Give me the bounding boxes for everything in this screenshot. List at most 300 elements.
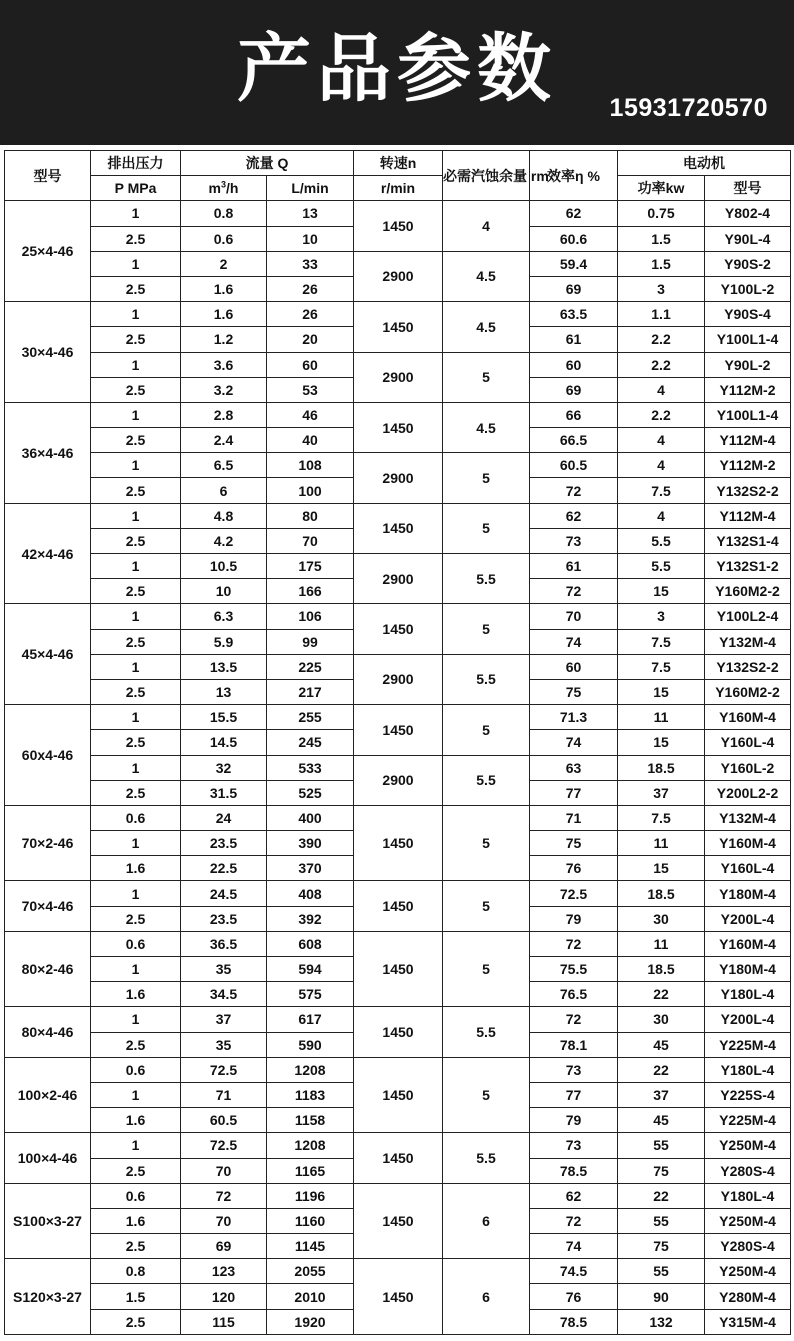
efficiency-cell: 76 [530, 856, 618, 881]
efficiency-cell: 78.1 [530, 1032, 618, 1057]
pressure-cell: 2.5 [91, 276, 181, 301]
motor-model-cell: Y132M-4 [705, 805, 791, 830]
motor-model-cell: Y100L1-4 [705, 327, 791, 352]
npsh-cell: 5 [443, 352, 530, 402]
flow-lmin-cell: 13 [267, 201, 354, 226]
flow-m3h-cell: 5.9 [181, 629, 267, 654]
flow-lmin-cell: 1196 [267, 1183, 354, 1208]
npsh-cell: 5.5 [443, 1007, 530, 1057]
pressure-cell: 1 [91, 352, 181, 377]
motor-power-cell: 15 [618, 579, 705, 604]
npsh-cell: 5.5 [443, 554, 530, 604]
flow-lmin-cell: 20 [267, 327, 354, 352]
motor-model-cell: Y225M-4 [705, 1032, 791, 1057]
efficiency-cell: 75 [530, 831, 618, 856]
flow-m3h-cell: 60.5 [181, 1108, 267, 1133]
flow-lmin-cell: 245 [267, 730, 354, 755]
pressure-cell: 2.5 [91, 629, 181, 654]
flow-m3h-cell: 13 [181, 679, 267, 704]
table-row [5, 654, 791, 679]
table-row [5, 1183, 791, 1208]
flow-m3h-cell: 31.5 [181, 780, 267, 805]
flow-lmin-cell: 1208 [267, 1133, 354, 1158]
motor-model-cell: Y180L-4 [705, 1057, 791, 1082]
table-row [5, 453, 791, 478]
motor-power-cell: 4 [618, 503, 705, 528]
motor-power-cell: 90 [618, 1284, 705, 1309]
motor-power-cell: 22 [618, 1057, 705, 1082]
flow-m3h-cell: 70 [181, 1158, 267, 1183]
motor-model-cell: Y112M-4 [705, 428, 791, 453]
pump-model-cell: 80×2-46 [5, 931, 91, 1007]
pressure-cell: 1 [91, 402, 181, 427]
table-row [5, 302, 791, 327]
motor-power-cell: 5.5 [618, 554, 705, 579]
motor-power-cell: 18.5 [618, 881, 705, 906]
header-flow-lmin: L/min [267, 176, 354, 201]
motor-power-cell: 11 [618, 931, 705, 956]
flow-m3h-cell: 115 [181, 1309, 267, 1334]
header-pressure-unit: P MPa [91, 176, 181, 201]
motor-power-cell: 37 [618, 1082, 705, 1107]
header-flow: 流量 Q [181, 151, 354, 176]
flow-lmin-cell: 1160 [267, 1208, 354, 1233]
pressure-cell: 2.5 [91, 377, 181, 402]
pressure-cell: 2.5 [91, 679, 181, 704]
pump-model-cell: 70×2-46 [5, 805, 91, 881]
flow-m3h-cell: 22.5 [181, 856, 267, 881]
motor-model-cell: Y200L-4 [705, 1007, 791, 1032]
pump-model-cell: 100×4-46 [5, 1133, 91, 1183]
pressure-cell: 1 [91, 604, 181, 629]
pressure-cell: 1 [91, 1082, 181, 1107]
speed-cell: 1450 [354, 604, 443, 654]
motor-power-cell: 2.2 [618, 327, 705, 352]
pressure-cell: 1 [91, 251, 181, 276]
pressure-cell: 1 [91, 1007, 181, 1032]
motor-model-cell: Y160M2-2 [705, 679, 791, 704]
efficiency-cell: 66.5 [530, 428, 618, 453]
flow-m3h-cell: 0.8 [181, 201, 267, 226]
pressure-cell: 1 [91, 654, 181, 679]
motor-model-cell: Y200L-4 [705, 906, 791, 931]
flow-m3h-cell: 0.6 [181, 226, 267, 251]
efficiency-cell: 73 [530, 1057, 618, 1082]
flow-lmin-cell: 99 [267, 629, 354, 654]
flow-m3h-cell: 120 [181, 1284, 267, 1309]
npsh-cell: 4.5 [443, 251, 530, 301]
flow-lmin-cell: 533 [267, 755, 354, 780]
speed-cell: 2900 [354, 654, 443, 704]
motor-power-cell: 18.5 [618, 755, 705, 780]
motor-power-cell: 45 [618, 1032, 705, 1057]
flow-lmin-cell: 1165 [267, 1158, 354, 1183]
flow-lmin-cell: 26 [267, 276, 354, 301]
efficiency-cell: 66 [530, 402, 618, 427]
flow-lmin-cell: 390 [267, 831, 354, 856]
flow-lmin-cell: 1183 [267, 1082, 354, 1107]
motor-power-cell: 55 [618, 1259, 705, 1284]
flow-m3h-cell: 2 [181, 251, 267, 276]
flow-lmin-cell: 10 [267, 226, 354, 251]
flow-m3h-cell: 10 [181, 579, 267, 604]
npsh-cell: 5 [443, 503, 530, 553]
efficiency-cell: 74.5 [530, 1259, 618, 1284]
efficiency-cell: 62 [530, 201, 618, 226]
flow-lmin-cell: 60 [267, 352, 354, 377]
table-row [5, 931, 791, 956]
npsh-cell: 5.5 [443, 654, 530, 704]
efficiency-cell: 63 [530, 755, 618, 780]
pressure-cell: 1 [91, 453, 181, 478]
motor-power-cell: 4 [618, 453, 705, 478]
pump-model-cell: 36×4-46 [5, 402, 91, 503]
npsh-cell: 6 [443, 1183, 530, 1259]
efficiency-cell: 73 [530, 528, 618, 553]
motor-power-cell: 55 [618, 1133, 705, 1158]
efficiency-cell: 60.5 [530, 453, 618, 478]
speed-cell: 1450 [354, 1057, 443, 1133]
flow-m3h-cell: 72.5 [181, 1133, 267, 1158]
efficiency-cell: 72 [530, 931, 618, 956]
motor-power-cell: 15 [618, 679, 705, 704]
flow-lmin-cell: 1145 [267, 1234, 354, 1259]
header-motor: 电动机 [618, 151, 791, 176]
flow-lmin-cell: 217 [267, 679, 354, 704]
efficiency-cell: 60.6 [530, 226, 618, 251]
motor-power-cell: 75 [618, 1158, 705, 1183]
table-body [5, 201, 791, 1334]
flow-m3h-cell: 123 [181, 1259, 267, 1284]
efficiency-cell: 70 [530, 604, 618, 629]
pump-model-cell: S100×3-27 [5, 1183, 91, 1259]
flow-lmin-cell: 175 [267, 554, 354, 579]
flow-lmin-cell: 575 [267, 982, 354, 1007]
npsh-cell: 5 [443, 931, 530, 1007]
efficiency-cell: 60 [530, 352, 618, 377]
speed-cell: 1450 [354, 931, 443, 1007]
flow-lmin-cell: 1920 [267, 1309, 354, 1334]
pressure-cell: 1.6 [91, 982, 181, 1007]
speed-cell: 1450 [354, 302, 443, 352]
motor-model-cell: Y250M-4 [705, 1208, 791, 1233]
npsh-cell: 5 [443, 705, 530, 755]
motor-model-cell: Y160L-4 [705, 856, 791, 881]
efficiency-cell: 74 [530, 629, 618, 654]
flow-lmin-cell: 80 [267, 503, 354, 528]
header-speed-unit: r/min [354, 176, 443, 201]
pressure-cell: 2.5 [91, 1032, 181, 1057]
motor-model-cell: Y280S-4 [705, 1158, 791, 1183]
speed-cell: 1450 [354, 1007, 443, 1057]
speed-cell: 1450 [354, 1259, 443, 1335]
motor-power-cell: 1.5 [618, 226, 705, 251]
table-row [5, 503, 791, 528]
pressure-cell: 1 [91, 881, 181, 906]
motor-model-cell: Y112M-4 [705, 503, 791, 528]
pump-model-cell: 25×4-46 [5, 201, 91, 302]
efficiency-cell: 78.5 [530, 1158, 618, 1183]
motor-power-cell: 15 [618, 856, 705, 881]
motor-model-cell: Y180L-4 [705, 982, 791, 1007]
flow-lmin-cell: 255 [267, 705, 354, 730]
motor-power-cell: 7.5 [618, 478, 705, 503]
speed-cell: 2900 [354, 251, 443, 301]
efficiency-cell: 78.5 [530, 1309, 618, 1334]
pump-model-cell: S120×3-27 [5, 1259, 91, 1335]
motor-power-cell: 7.5 [618, 805, 705, 830]
speed-cell: 2900 [354, 453, 443, 503]
motor-power-cell: 75 [618, 1234, 705, 1259]
motor-model-cell: Y132M-4 [705, 629, 791, 654]
pressure-cell: 1 [91, 503, 181, 528]
flow-lmin-cell: 408 [267, 881, 354, 906]
flow-lmin-cell: 400 [267, 805, 354, 830]
motor-power-cell: 22 [618, 1183, 705, 1208]
efficiency-cell: 73 [530, 1133, 618, 1158]
flow-m3h-cell: 34.5 [181, 982, 267, 1007]
motor-power-cell: 2.2 [618, 402, 705, 427]
pressure-cell: 1 [91, 302, 181, 327]
efficiency-cell: 59.4 [530, 251, 618, 276]
flow-m3h-cell: 3.6 [181, 352, 267, 377]
unit-superscript: 3 [220, 179, 226, 190]
motor-power-cell: 30 [618, 1007, 705, 1032]
flow-lmin-cell: 46 [267, 402, 354, 427]
speed-cell: 2900 [354, 352, 443, 402]
motor-model-cell: Y180M-4 [705, 881, 791, 906]
pressure-cell: 0.8 [91, 1259, 181, 1284]
speed-cell: 1450 [354, 805, 443, 881]
flow-m3h-cell: 13.5 [181, 654, 267, 679]
npsh-cell: 5 [443, 805, 530, 881]
unit-m: m [208, 180, 221, 197]
pressure-cell: 1 [91, 957, 181, 982]
product-parameters-table [4, 150, 791, 1335]
efficiency-cell: 71 [530, 805, 618, 830]
motor-power-cell: 1.5 [618, 251, 705, 276]
unit-per-hour: /h [226, 180, 239, 197]
pressure-cell: 2.5 [91, 226, 181, 251]
motor-power-cell: 11 [618, 705, 705, 730]
speed-cell: 1450 [354, 1133, 443, 1183]
flow-m3h-cell: 3.2 [181, 377, 267, 402]
table-row [5, 352, 791, 377]
motor-model-cell: Y225S-4 [705, 1082, 791, 1107]
flow-m3h-cell: 15.5 [181, 705, 267, 730]
motor-model-cell: Y315M-4 [705, 1309, 791, 1334]
flow-m3h-cell: 1.6 [181, 302, 267, 327]
npsh-cell: 4 [443, 201, 530, 251]
flow-m3h-cell: 36.5 [181, 931, 267, 956]
motor-model-cell: Y100L1-4 [705, 402, 791, 427]
efficiency-cell: 72 [530, 478, 618, 503]
table-row [5, 755, 791, 780]
pressure-cell: 1 [91, 705, 181, 730]
flow-m3h-cell: 23.5 [181, 831, 267, 856]
motor-power-cell: 4 [618, 428, 705, 453]
efficiency-cell: 79 [530, 906, 618, 931]
motor-model-cell: Y225M-4 [705, 1108, 791, 1133]
table-header [5, 151, 791, 201]
flow-m3h-cell: 23.5 [181, 906, 267, 931]
pressure-cell: 0.6 [91, 805, 181, 830]
motor-model-cell: Y802-4 [705, 201, 791, 226]
pressure-cell: 1 [91, 755, 181, 780]
npsh-cell: 5.5 [443, 1133, 530, 1183]
motor-power-cell: 7.5 [618, 654, 705, 679]
speed-cell: 1450 [354, 1183, 443, 1259]
efficiency-cell: 79 [530, 1108, 618, 1133]
npsh-cell: 6 [443, 1259, 530, 1335]
flow-lmin-cell: 370 [267, 856, 354, 881]
efficiency-cell: 60 [530, 654, 618, 679]
pressure-cell: 2.5 [91, 730, 181, 755]
pump-model-cell: 30×4-46 [5, 302, 91, 403]
efficiency-cell: 77 [530, 780, 618, 805]
flow-lmin-cell: 225 [267, 654, 354, 679]
pressure-cell: 2.5 [91, 906, 181, 931]
header-motor-model: 型号 [705, 176, 791, 201]
pressure-cell: 0.6 [91, 1183, 181, 1208]
motor-power-cell: 55 [618, 1208, 705, 1233]
pressure-cell: 1 [91, 554, 181, 579]
header-pressure: 排出压力 [91, 151, 181, 176]
efficiency-cell: 76.5 [530, 982, 618, 1007]
flow-m3h-cell: 69 [181, 1234, 267, 1259]
flow-lmin-cell: 594 [267, 957, 354, 982]
motor-model-cell: Y280S-4 [705, 1234, 791, 1259]
flow-lmin-cell: 70 [267, 528, 354, 553]
motor-model-cell: Y90L-4 [705, 226, 791, 251]
motor-model-cell: Y160M2-2 [705, 579, 791, 604]
efficiency-cell: 61 [530, 554, 618, 579]
efficiency-cell: 69 [530, 377, 618, 402]
speed-cell: 1450 [354, 705, 443, 755]
header-npsh: 必需汽蚀余量 rm [443, 151, 530, 201]
motor-power-cell: 1.1 [618, 302, 705, 327]
pressure-cell: 0.6 [91, 1057, 181, 1082]
motor-model-cell: Y90S-4 [705, 302, 791, 327]
efficiency-cell: 72 [530, 579, 618, 604]
flow-lmin-cell: 608 [267, 931, 354, 956]
motor-model-cell: Y160L-4 [705, 730, 791, 755]
header-row-1 [5, 151, 791, 176]
motor-model-cell: Y100L2-4 [705, 604, 791, 629]
speed-cell: 1450 [354, 402, 443, 452]
efficiency-cell: 62 [530, 1183, 618, 1208]
motor-model-cell: Y280M-4 [705, 1284, 791, 1309]
motor-power-cell: 15 [618, 730, 705, 755]
table-row [5, 201, 791, 226]
motor-model-cell: Y100L-2 [705, 276, 791, 301]
speed-cell: 1450 [354, 503, 443, 553]
header-motor-power: 功率kw [618, 176, 705, 201]
pressure-cell: 2.5 [91, 478, 181, 503]
pressure-cell: 2.5 [91, 327, 181, 352]
speed-cell: 2900 [354, 755, 443, 805]
npsh-cell: 5.5 [443, 755, 530, 805]
table-row [5, 881, 791, 906]
efficiency-cell: 74 [530, 730, 618, 755]
flow-lmin-cell: 525 [267, 780, 354, 805]
flow-lmin-cell: 53 [267, 377, 354, 402]
motor-model-cell: Y180M-4 [705, 957, 791, 982]
flow-m3h-cell: 32 [181, 755, 267, 780]
efficiency-cell: 76 [530, 1284, 618, 1309]
motor-power-cell: 3 [618, 604, 705, 629]
motor-model-cell: Y132S2-2 [705, 654, 791, 679]
flow-m3h-cell: 72.5 [181, 1057, 267, 1082]
pump-model-cell: 60x4-46 [5, 705, 91, 806]
pressure-cell: 1.5 [91, 1284, 181, 1309]
flow-m3h-cell: 1.2 [181, 327, 267, 352]
flow-lmin-cell: 1158 [267, 1108, 354, 1133]
motor-power-cell: 22 [618, 982, 705, 1007]
table-row [5, 1057, 791, 1082]
motor-power-cell: 45 [618, 1108, 705, 1133]
flow-lmin-cell: 392 [267, 906, 354, 931]
table-row [5, 402, 791, 427]
motor-power-cell: 18.5 [618, 957, 705, 982]
pressure-cell: 0.6 [91, 931, 181, 956]
pump-model-cell: 45×4-46 [5, 604, 91, 705]
flow-lmin-cell: 33 [267, 251, 354, 276]
flow-m3h-cell: 6 [181, 478, 267, 503]
flow-lmin-cell: 106 [267, 604, 354, 629]
pressure-cell: 2.5 [91, 780, 181, 805]
header-flow-m3h [181, 176, 267, 201]
table-row [5, 805, 791, 830]
motor-model-cell: Y160M-4 [705, 705, 791, 730]
motor-power-cell: 2.2 [618, 352, 705, 377]
motor-power-cell: 5.5 [618, 528, 705, 553]
table-row [5, 705, 791, 730]
pressure-cell: 2.5 [91, 579, 181, 604]
flow-lmin-cell: 2055 [267, 1259, 354, 1284]
efficiency-cell: 62 [530, 503, 618, 528]
motor-power-cell: 7.5 [618, 629, 705, 654]
pump-model-cell: 100×2-46 [5, 1057, 91, 1133]
efficiency-cell: 72.5 [530, 881, 618, 906]
pressure-cell: 1.6 [91, 856, 181, 881]
flow-m3h-cell: 6.3 [181, 604, 267, 629]
motor-power-cell: 4 [618, 377, 705, 402]
flow-lmin-cell: 100 [267, 478, 354, 503]
efficiency-cell: 71.3 [530, 705, 618, 730]
flow-lmin-cell: 1208 [267, 1057, 354, 1082]
pressure-cell: 1 [91, 201, 181, 226]
motor-power-cell: 132 [618, 1309, 705, 1334]
pressure-cell: 1 [91, 831, 181, 856]
flow-m3h-cell: 2.4 [181, 428, 267, 453]
npsh-cell: 5 [443, 604, 530, 654]
pressure-cell: 2.5 [91, 1234, 181, 1259]
flow-lmin-cell: 40 [267, 428, 354, 453]
motor-model-cell: Y250M-4 [705, 1133, 791, 1158]
npsh-cell: 5 [443, 881, 530, 931]
flow-lmin-cell: 2010 [267, 1284, 354, 1309]
speed-cell: 1450 [354, 881, 443, 931]
npsh-cell: 4.5 [443, 402, 530, 452]
efficiency-cell: 61 [530, 327, 618, 352]
flow-m3h-cell: 24.5 [181, 881, 267, 906]
motor-model-cell: Y132S1-2 [705, 554, 791, 579]
header-speed: 转速n [354, 151, 443, 176]
title-banner [0, 0, 794, 145]
flow-lmin-cell: 166 [267, 579, 354, 604]
efficiency-cell: 72 [530, 1208, 618, 1233]
